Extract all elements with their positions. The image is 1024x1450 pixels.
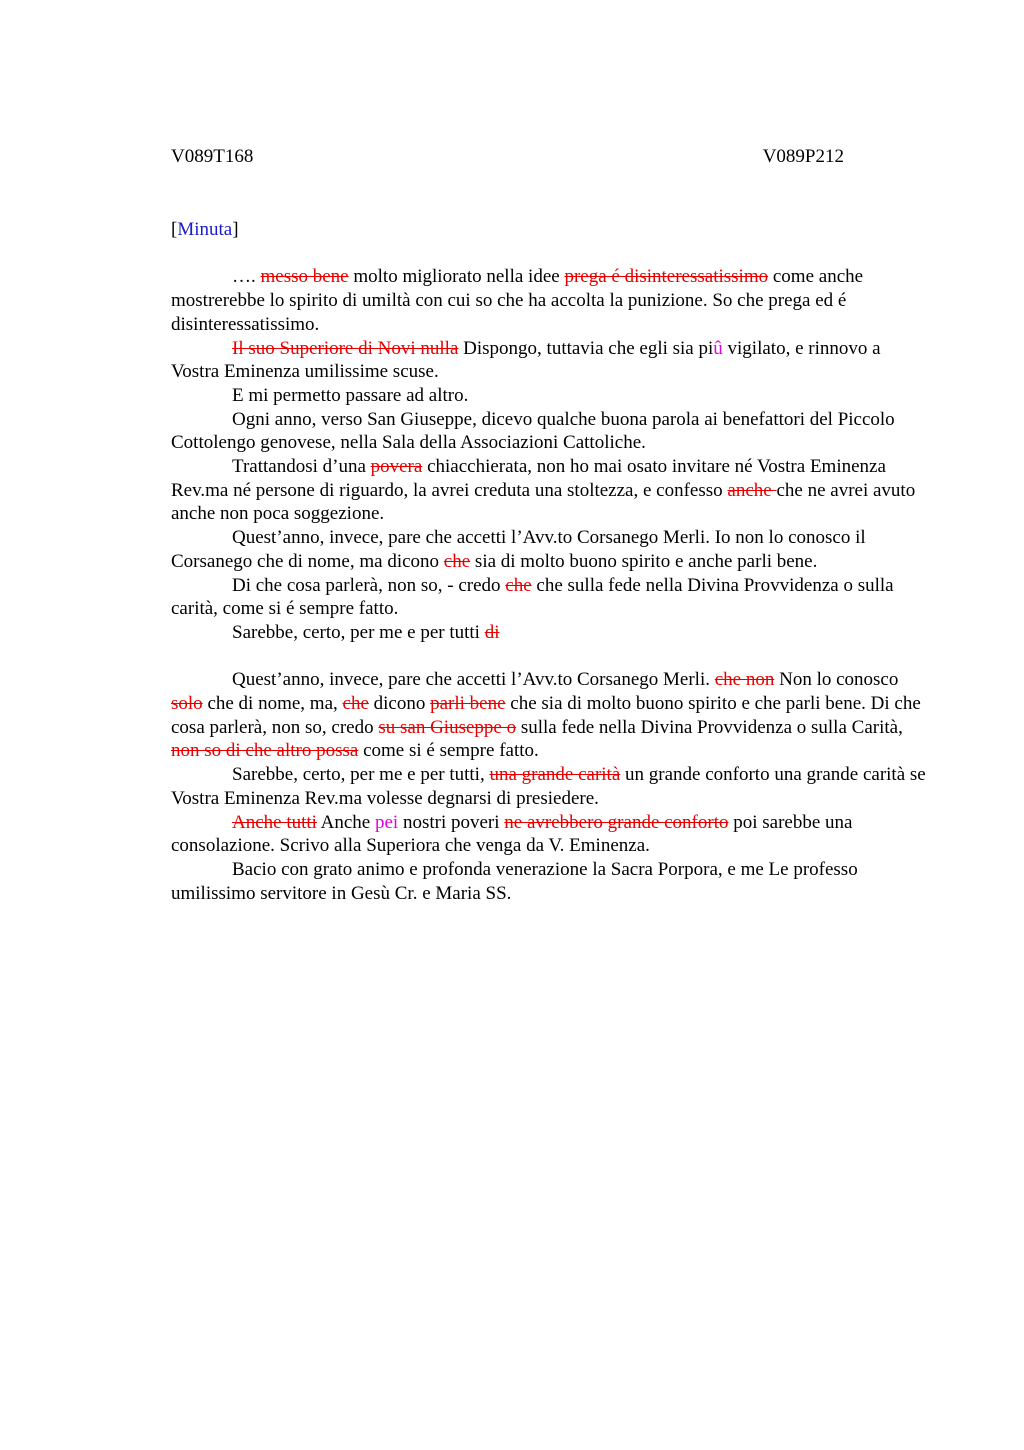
text-run: Bacio con grato animo e profonda venerazione la Sacra Porpora, e me Le professo umilissimo servitore in Gesù Cr. e Maria SS.: [171, 858, 858, 904]
document-code-right: V089P212: [762, 146, 844, 167]
deleted-text: una grande carità: [489, 764, 621, 786]
title-label: Minuta: [177, 219, 233, 240]
text-run: Sarebbe, certo, per me e per tutti,: [232, 764, 490, 786]
page-header: [171, 145, 844, 169]
text-run: che ne avrei avuto anche non poca soggezione.: [171, 479, 916, 525]
deleted-text: solo: [171, 693, 203, 715]
text-run: come anche mostrerebbe lo spirito di umiltà con cui so che ha accolta la punizione. So che prega ed é disinteressatissimo.: [171, 266, 864, 335]
text-run: come si é sempre fatto.: [358, 740, 539, 762]
text-run: ….: [232, 266, 261, 288]
text-run: dicono: [368, 693, 431, 715]
text-run: un grande conforto una grande carità se Vostra Eminenza Rev.ma volesse degnarsi di presiedere.: [171, 764, 926, 809]
inserted-text: pei: [375, 811, 399, 833]
deleted-text: Anche tutti: [232, 811, 317, 833]
deleted-text: parli bene: [430, 693, 506, 715]
text-run: chiacchierata, non ho mai osato invitare né Vostra Eminenza Rev.ma né persone di riguardo, la avrei creduta una stoltezza, e confesso: [171, 456, 886, 501]
deleted-text: che: [505, 574, 532, 596]
deleted-text: povera: [370, 456, 423, 478]
letter-body: [171, 265, 928, 905]
text-run: vigilato, e rinnovo a Vostra Eminenza umilissime scuse.: [171, 337, 881, 383]
text-run: Anche: [316, 811, 375, 833]
text-run: Dispongo, tuttavia che egli sia pi: [458, 337, 714, 359]
paragraph: [171, 526, 928, 573]
text-run: Sarebbe, certo, per me e per tutti: [232, 621, 485, 643]
text-run: poi sarebbe una consolazione. Scrivo alla Superiora che venga da V. Eminenza.: [171, 811, 853, 857]
inserted-text: û: [713, 337, 723, 359]
paragraph: [171, 408, 928, 455]
deleted-text: che: [342, 693, 369, 715]
paragraph: [171, 265, 928, 336]
paragraph: [171, 621, 928, 645]
deleted-text: che non: [714, 669, 775, 691]
deleted-text: su san Giuseppe o: [378, 716, 517, 738]
deleted-text: messo bene: [260, 266, 349, 288]
deleted-text: anche: [727, 479, 777, 501]
text-run: molto migliorato nella idee: [348, 266, 565, 288]
paragraph: [171, 858, 928, 905]
deleted-text: ne avrebbero grande conforto: [504, 811, 729, 833]
document-code-left: V089T168: [171, 146, 254, 167]
paragraph: [171, 337, 928, 384]
paragraph: [171, 763, 928, 810]
text-run: che sia di molto buono spirito e che parli bene. Di che cosa parlerà, non so, credo: [171, 693, 921, 738]
paragraph: [171, 811, 928, 858]
paragraph-gap: [171, 645, 928, 669]
text-run: sia di molto buono spirito e anche parli bene.: [470, 550, 818, 572]
paragraph: [171, 455, 928, 526]
paragraph: [171, 574, 928, 621]
paragraph: [171, 384, 928, 408]
deleted-text: che: [443, 550, 471, 572]
text-run: Quest’anno, invece, pare che accetti l’Avv.to Corsanego Merli.: [232, 669, 715, 691]
deleted-text: prega é disinteressatissimo: [564, 266, 769, 288]
text-run: nostri poveri: [398, 811, 505, 833]
text-run: Di che cosa parlerà, non so, - credo: [232, 574, 506, 596]
paragraph: [171, 668, 928, 763]
text-run: che di nome, ma,: [202, 693, 343, 715]
text-run: sulla fede nella Divina Provvidenza o sulla Carità,: [516, 716, 903, 738]
text-run: che sulla fede nella Divina Provvidenza o sulla carità, come si é sempre fatto.: [171, 574, 894, 620]
title-open-bracket: [: [171, 219, 178, 240]
title-close-bracket: ]: [232, 219, 239, 240]
deleted-text: Il suo Superiore di Novi nulla: [232, 337, 459, 359]
text-run: Quest’anno, invece, pare che accetti l’Avv.to Corsanego Merli. Io non lo conosco il Corsanego che di nome, ma dicono: [171, 527, 866, 572]
text-run: Non lo conosco: [774, 669, 899, 691]
text-run: Ogni anno, verso San Giuseppe, dicevo qualche buona parola ai benefattori del Piccolo Cottolengo genovese, nella Sala della Associazioni Cattoliche.: [171, 408, 895, 454]
deleted-text: di: [484, 621, 500, 643]
deleted-text: non so di che altro possa: [171, 740, 359, 762]
text-run: E mi permetto passare ad altro.: [232, 384, 469, 406]
text-run: Trattandosi d’una: [232, 456, 371, 478]
document-title: [171, 218, 928, 242]
